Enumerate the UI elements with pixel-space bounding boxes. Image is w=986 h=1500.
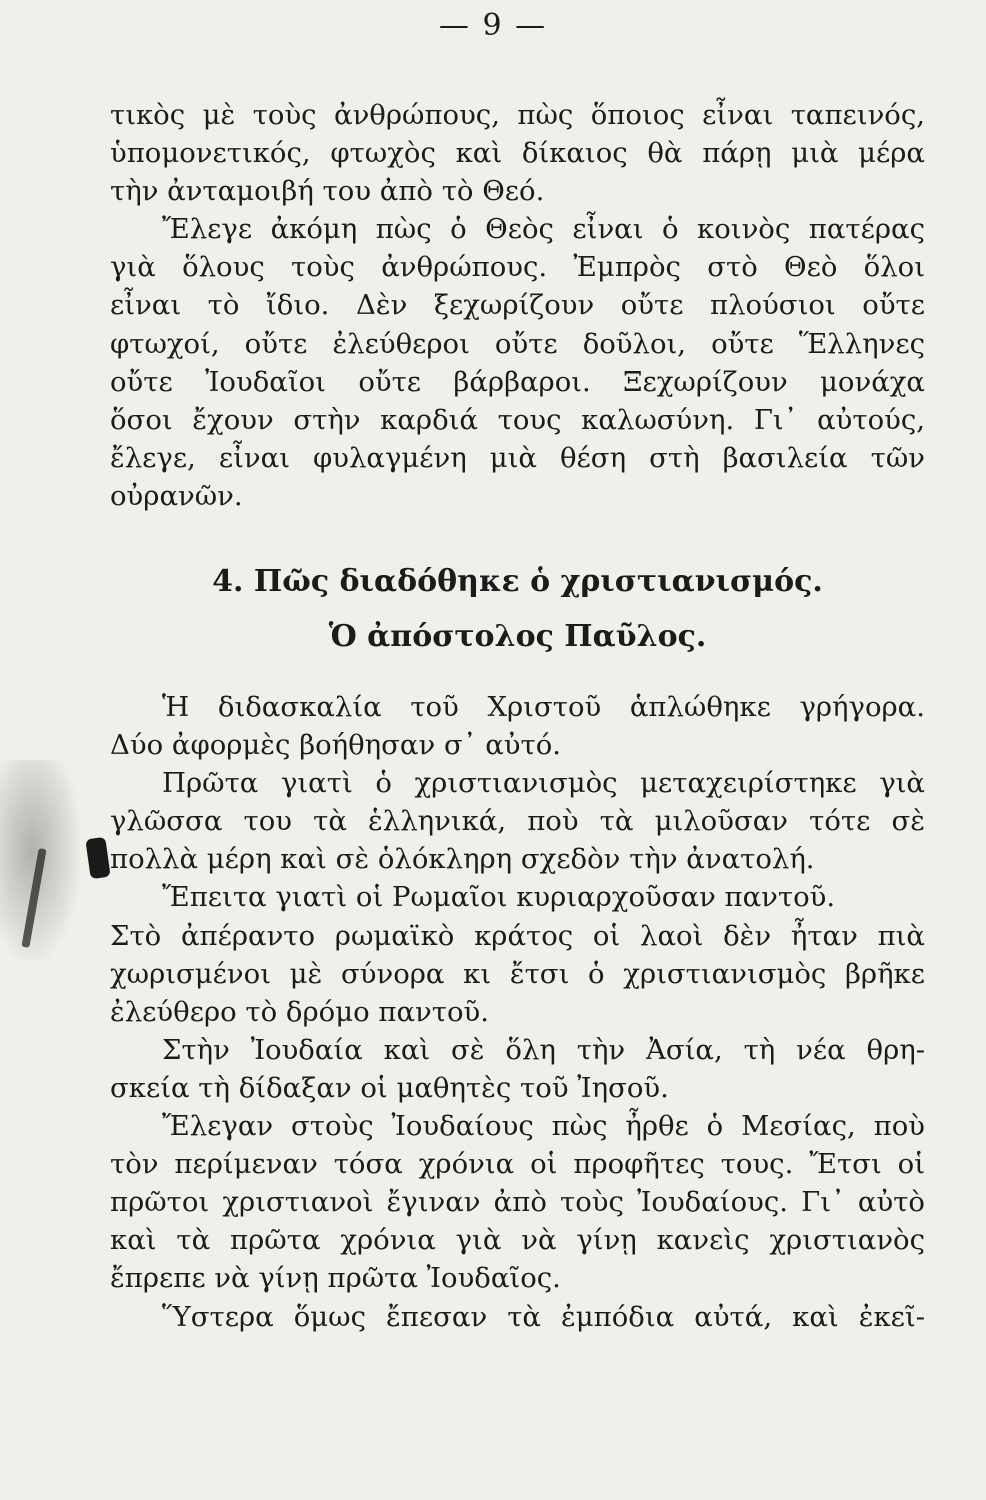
text-line: Πρῶτα γιατὶ ὁ χριστιανισμὸς μεταχειρίστηκε γιὰ [162, 767, 925, 800]
text-line: ὑπομονετικός, φτωχὸς καὶ δίκαιος θὰ πάρῃ μιὰ μέρα [110, 137, 925, 170]
text-line: γλῶσσα του τὰ ἑλληνικά, ποὺ τὰ μιλοῦσαν τότε σὲ [110, 805, 925, 838]
text-line: τὸν περίμεναν τόσα χρόνια οἱ προφῆτες τους. Ἔτσι οἱ [110, 1148, 925, 1181]
text-block-1 [110, 96, 925, 515]
text-line: Ὕστερα ὅμως ἔπεσαν τὰ ἐμπόδια αὐτά, καὶ ἐκεῖ- [162, 1300, 925, 1333]
ink-mark [85, 837, 110, 879]
text-line: Δύο ἀφορμὲς βοήθησαν σ᾽ αὐτό. [110, 729, 562, 762]
text-line: πρῶτοι χριστιανοὶ ἔγιναν ἀπὸ τοὺς Ἰουδαίους. Γι᾽ αὐτὸ [110, 1186, 925, 1219]
text-line: Ἡ διδασκαλία τοῦ Χριστοῦ ἁπλώθηκε γρήγορα. [162, 691, 925, 723]
text-line: ὅσοι ἔχουν στὴν καρδιά τους καλωσύνη. Γι᾽ αὐτούς, [110, 403, 925, 436]
text-line: ἐλεύθερο τὸ δρόμο παντοῦ. [110, 995, 489, 1028]
section-subheading: Ὁ ἀπόστολος Παῦλος. [328, 619, 707, 654]
text-line: Ἔλεγε ἀκόμη πὼς ὁ Θεὸς εἶναι ὁ κοινὸς πατέρας [162, 213, 925, 246]
text-line: Ἔπειτα γιατὶ οἱ Ρωμαῖοι κυριαρχοῦσαν παντοῦ. [162, 881, 836, 914]
text-line: χωρισμένοι μὲ σύνορα κι ἔτσι ὁ χριστιανισμὸς βρῆκε [110, 957, 925, 990]
text-line: πολλὰ μέρη καὶ σὲ ὁλόκληρη σχεδὸν τὴν ἀνατολή. [110, 843, 815, 876]
text-line: οὐρανῶν. [110, 479, 243, 512]
text-block-2 [110, 688, 925, 1336]
text-line: εἶναι τὸ ἴδιο. Δὲν ξεχωρίζουν οὔτε πλούσιοι οὔτε [110, 289, 925, 322]
text-line: τὴν ἀνταμοιβή του ἀπὸ τὸ Θεό. [110, 175, 545, 208]
text-line: τικὸς μὲ τοὺς ἀνθρώπους, πὼς ὅποιος εἶναι ταπεινός, [110, 99, 925, 131]
text-line: Στὴν Ἰουδαία καὶ σὲ ὅλη τὴν Ἀσία, τὴ νέα θρη- [162, 1033, 925, 1066]
text-line: Στὸ ἀπέραντο ρωμαϊκὸ κράτος οἱ λαοὶ δὲν ἦταν πιὰ [110, 919, 925, 952]
text-line: γιὰ ὅλους τοὺς ἀνθρώπους. Ἐμπρὸς στὸ Θεὸ ὅλοι [110, 251, 925, 284]
text-line: καὶ τὰ πρῶτα χρόνια γιὰ νὰ γίνῃ κανεὶς χριστιανὸς [110, 1224, 925, 1257]
text-line: σκεία τὴ δίδαξαν οἱ μαθητὲς τοῦ Ἰησοῦ. [110, 1071, 669, 1104]
text-line: οὔτε Ἰουδαῖοι οὔτε βάρβαροι. Ξεχωρίζουν μονάχα [110, 365, 925, 398]
page-number: — 9 — [438, 8, 548, 43]
section-heading: 4. Πῶς διαδόθηκε ὁ χριστιανισμός. [212, 564, 823, 599]
text-line: ἔπρεπε νὰ γίνῃ πρῶτα Ἰουδαῖος. [110, 1262, 561, 1295]
text-line: φτωχοί, οὔτε ἐλεύθεροι οὔτε δοῦλοι, οὔτε Ἕλληνες [110, 327, 925, 360]
text-line: Ἔλεγαν στοὺς Ἰουδαίους πὼς ἦρθε ὁ Μεσίας, ποὺ [162, 1110, 925, 1143]
text-line: ἔλεγε, εἶναι φυλαγμένη μιὰ θέση στὴ βασιλεία τῶν [110, 441, 925, 474]
